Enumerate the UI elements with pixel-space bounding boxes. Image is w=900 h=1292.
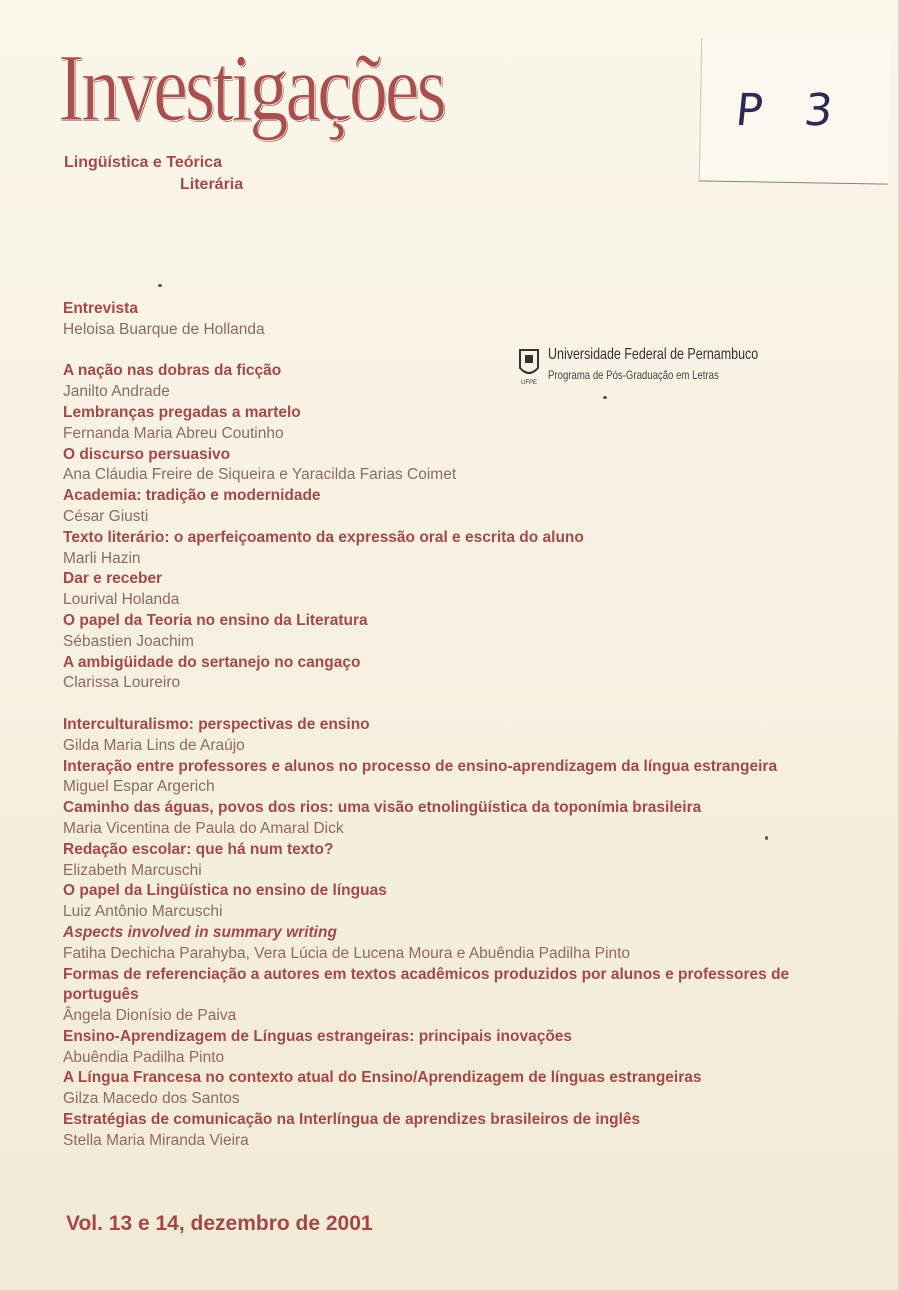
svg-text:UFPE: UFPE: [520, 380, 538, 386]
paper-speck: [158, 284, 162, 287]
handwritten-note: P 3: [733, 85, 850, 136]
article-author: Stella Maria Miranda Vieira: [63, 1131, 249, 1149]
section-spacer: [63, 341, 863, 362]
article-title: Formas de referenciação a autores em textos acadêmicos produzidos por alunos e professores de português: [63, 965, 790, 1004]
article-title: Interação entre professores e alunos no processo de ensino-aprendizagem da língua estrangeira: [63, 757, 778, 775]
article-author: César Giusti: [63, 507, 149, 525]
toc-entry: [63, 1068, 863, 1110]
volume-info: Vol. 13 e 14, dezembro de 2001: [66, 1212, 373, 1235]
toc-entry: [63, 798, 863, 840]
article-title: Entrevista: [63, 300, 138, 317]
toc-entry: [63, 486, 863, 528]
article-author: Maria Vicentina de Paula do Amaral Dick: [63, 819, 344, 837]
article-author: Gilza Macedo dos Santos: [63, 1090, 240, 1108]
article-author: Sébastien Joachim: [63, 632, 194, 650]
article-author: Ângela Dionísio de Paiva: [63, 1007, 237, 1025]
article-author: Gilda Maria Lins de Araújo: [63, 736, 245, 754]
article-author: Clarissa Loureiro: [63, 674, 181, 692]
subtitle-line-1: Lingüística e Teórica: [64, 154, 222, 171]
toc-entry: [63, 965, 863, 1027]
toc-entry: [63, 403, 863, 445]
article-title: Redação escolar: que há num texto?: [63, 840, 334, 858]
toc-entry: [63, 923, 863, 965]
paper-speck: [765, 836, 768, 840]
article-author: Lourival Holanda: [63, 591, 180, 609]
article-author: Luiz Antônio Marcuschi: [63, 903, 223, 921]
toc-entry: [63, 757, 863, 799]
article-author: Fernanda Maria Abreu Coutinho: [63, 424, 284, 442]
article-title: O papel da Lingüística no ensino de línguas: [63, 882, 387, 900]
toc-entry: [63, 361, 863, 403]
stamp-line-1: Universidade Federal de Pernambuco: [548, 346, 759, 363]
journal-title: Investigações: [58, 34, 444, 141]
article-author: Fatiha Dechicha Parahyba, Vera Lúcia de Lucena Moura e Abuêndia Padilha Pinto: [63, 944, 630, 962]
article-title: Lembranças pregadas a martelo: [63, 403, 301, 421]
article-author: Marli Hazin: [63, 549, 141, 567]
journal-subtitle: [64, 152, 243, 196]
toc-entry: [63, 840, 863, 882]
stamp-line-2: Programa de Pós-Graduação em Letras: [548, 368, 719, 382]
article-author: Elizabeth Marcuschi: [63, 861, 202, 879]
toc-entry: [63, 653, 863, 695]
article-author: Abuêndia Padilha Pinto: [63, 1048, 225, 1066]
toc-entry: [63, 569, 863, 611]
article-title: Caminho das águas, povos dos rios: uma visão etnolingüística da toponímia brasileira: [63, 799, 702, 817]
article-title: Texto literário: o aperfeiçoamento da expressão oral e escrita do aluno: [63, 528, 584, 546]
toc-entry: [63, 611, 863, 653]
article-author: Miguel Espar Argerich: [63, 778, 215, 796]
article-title: Ensino-Aprendizagem de Línguas estrangeiras: principais inovações: [63, 1027, 573, 1045]
table-of-contents: [63, 299, 863, 1152]
toc-entry: [63, 715, 863, 757]
article-title: A nação nas dobras da ficção: [63, 362, 282, 380]
toc-entry: [63, 1110, 863, 1152]
toc-entry: [63, 299, 863, 341]
toc-entry: [63, 1027, 863, 1069]
article-title: Dar e receber: [63, 570, 163, 588]
article-title: Academia: tradição e modernidade: [63, 487, 321, 505]
article-title: A ambigüidade do sertanejo no cangaço: [63, 653, 361, 671]
article-title: O discurso persuasivo: [63, 445, 231, 463]
article-author: Janilto Andrade: [63, 383, 170, 401]
article-title: Aspects involved in summary writing: [63, 923, 337, 941]
article-title: A Língua Francesa no contexto atual do Ensino/Aprendizagem de línguas estrangeiras: [63, 1069, 702, 1087]
article-title: O papel da Teoria no ensino da Literatura: [63, 611, 368, 629]
toc-entry: [63, 445, 863, 487]
toc-entry: [63, 528, 863, 570]
toc-entry: [63, 881, 863, 923]
section-spacer: [63, 694, 863, 715]
subtitle-line-2: Literária: [180, 176, 244, 193]
article-author: Ana Cláudia Freire de Siqueira e Yaracilda Farias Coimet: [63, 466, 457, 484]
article-title: Estratégias de comunicação na Interlíngua de aprendizes brasileiros de inglês: [63, 1111, 641, 1129]
paper-speck: [603, 396, 607, 399]
article-title: Interculturalismo: perspectivas de ensino: [63, 715, 370, 733]
article-author: Heloisa Buarque de Hollanda: [63, 320, 265, 338]
